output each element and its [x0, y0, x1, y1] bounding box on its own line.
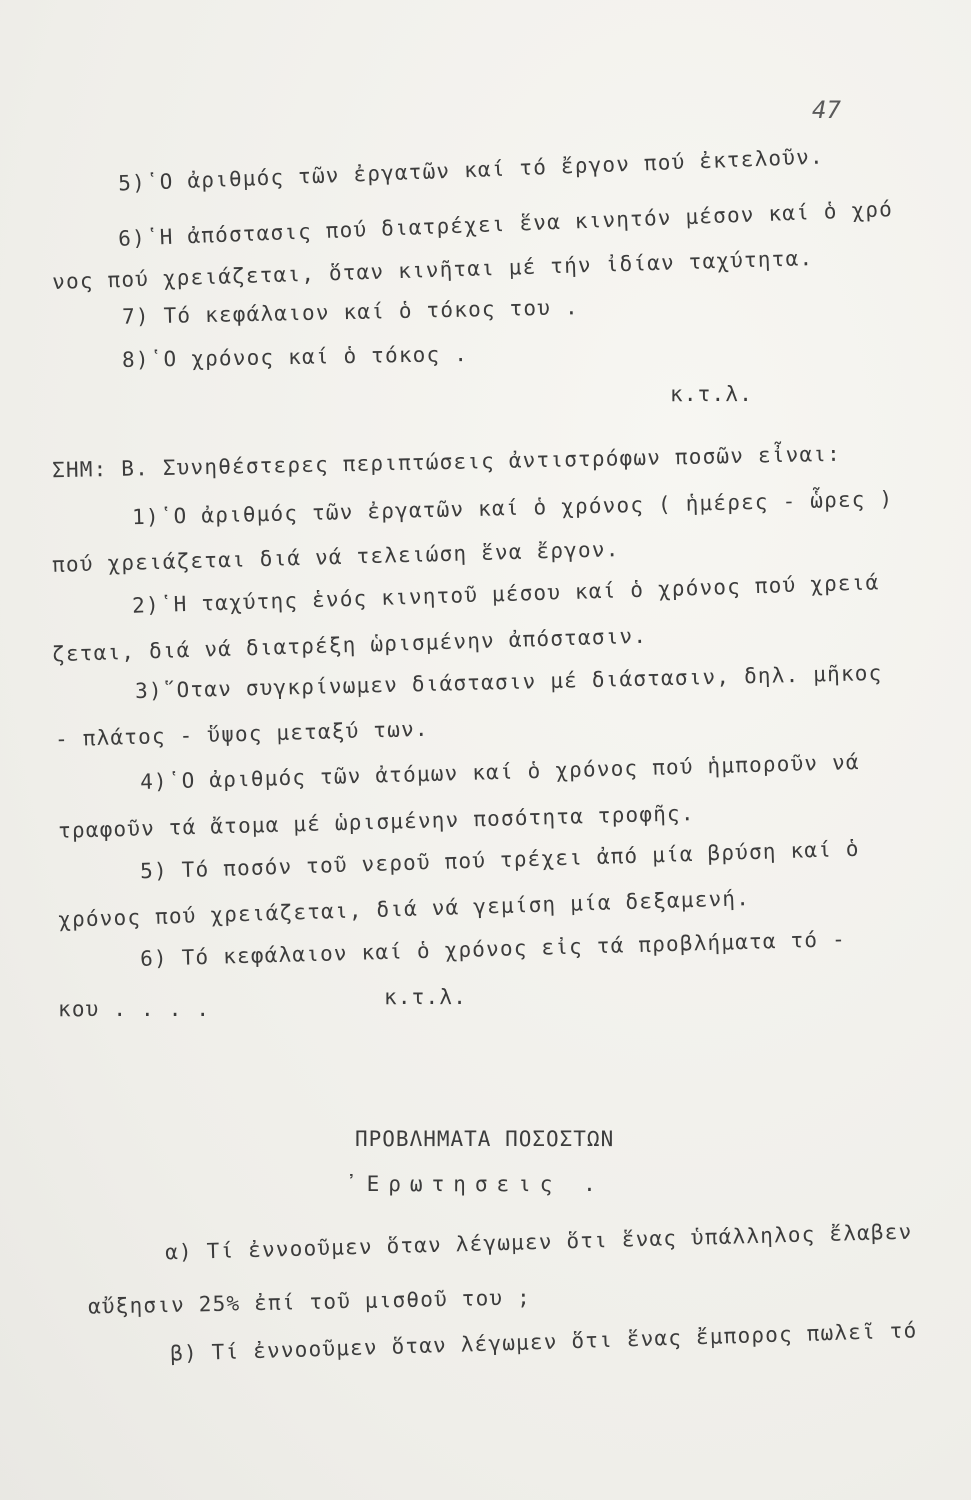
list-item: 8)῾Ο χρόνος καί ὁ τόκος . [121, 341, 469, 373]
list-item: πού χρειάζεται διά νά τελειώση ἕνα ἔργον. [51, 537, 620, 577]
question-item: αὔξησιν 25% ἐπί τοῦ μισθοῦ του ; [87, 1285, 532, 1319]
list-item: 6)῾Η ἀπόστασις πού διατρέχει ἕνα κινητόν μέσον καί ὁ χρό [117, 197, 894, 251]
list-item: 2)῾Η ταχύτης ἑνός κινητοῦ μέσου καί ὁ χρόνος πού χρειά [131, 570, 880, 618]
question-item: α) Τί ἐννοοῦμεν ὅταν λέγωμεν ὅτι ἕνας ὑπάλληλος ἔλαβεν [164, 1219, 913, 1265]
list-item: κου . . . . [58, 997, 211, 1021]
list-item: ζεται, διά νά διατρέξη ὡρισμένην ἀπόστασιν. [51, 623, 648, 667]
etc-label: κ.τ.λ. [384, 985, 468, 1009]
list-item: 1)῾Ο ἀριθμός τῶν ἐργατῶν καί ὁ χρόνος ( ἡμέρες - ὧρες ) [131, 486, 894, 530]
list-item: χρόνος πού χρειάζεται, διά νά γεμίση μία δεξαμενή. [57, 886, 751, 932]
list-item: - πλάτος - ὕψος μεταξύ των. [54, 716, 430, 752]
page-number: 47 [812, 96, 841, 124]
subsection-title: ᾿Ερωτησεις . [345, 1172, 605, 1196]
list-item: 6) Τό κεφάλαιον καί ὁ χρόνος εἰς τά προβλήματα τό - [139, 927, 847, 971]
list-item: 4)῾Ο ἀριθμός τῶν ἀτόμων καί ὁ χρόνος πού ἡμποροῦν νά [139, 749, 861, 795]
list-item: 7) Τό κεφάλαιον καί ὁ τόκος του . [121, 295, 580, 329]
list-item: τραφοῦν τά ἄτομα μέ ὡρισμένην ποσότητα τροφῆς. [57, 801, 695, 843]
section-title: ΠΡΟΒΛΗΜΑΤΑ ΠΟΣΟΣΤΩΝ [355, 1127, 615, 1151]
etc-label: κ.τ.λ. [670, 382, 754, 406]
note-heading: ΣΗΜ: Β. Συνηθέστερες περιπτώσεις ἀντιστρόφων ποσῶν εἶναι: [51, 441, 842, 483]
list-item: νος πού χρειάζεται, ὅταν κινῆται μέ τήν ἰδίαν ταχύτητα. [51, 246, 814, 294]
list-item: 5)῾Ο ἀριθμός τῶν ἐργατῶν καί τό ἔργον πού ἐκτελοῦν. [117, 144, 825, 196]
question-item: β) Τί ἐννοοῦμεν ὅταν λέγωμεν ὅτι ἕνας ἔμπορος πωλεῖ τό [169, 1318, 918, 1366]
list-item: 3)῞Οταν συγκρίνωμεν διάστασιν μέ διάστασιν, δηλ. μῆκος [134, 660, 883, 704]
list-item: 5) Τό ποσόν τοῦ νεροῦ πού τρέχει ἀπό μία βρύση καί ὁ [139, 836, 861, 884]
